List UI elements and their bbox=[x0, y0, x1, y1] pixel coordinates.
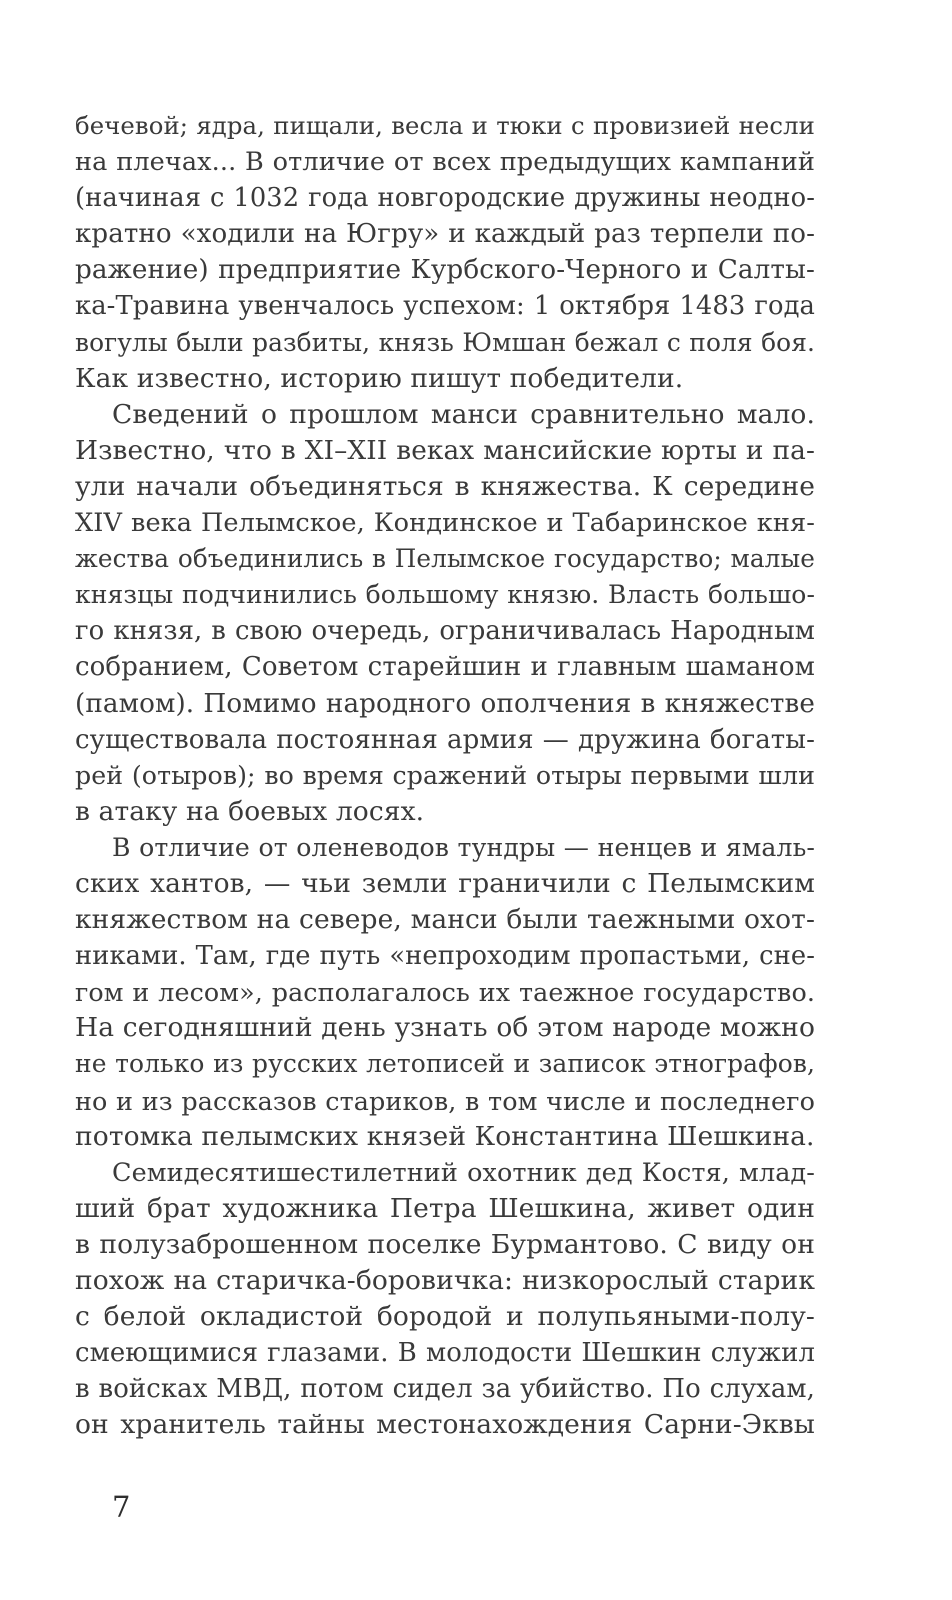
text-line: похож на старичка-боровичка: низкорослый старик bbox=[75, 1265, 815, 1296]
text-line: бечевой; ядра, пищали, весла и тюки с провизией несли bbox=[75, 111, 815, 140]
paragraph-4 bbox=[75, 1155, 815, 1444]
paragraph-2 bbox=[75, 397, 815, 830]
text-line: смеющимися глазами. В молодости Шешкин служил bbox=[75, 1338, 815, 1369]
text-line: гом и лесом», располагалось их таежное государство. bbox=[75, 977, 815, 1008]
text-line: XIV века Пелымское, Кондинское и Табаринское кня- bbox=[75, 508, 815, 539]
text-line: не только из русских летописей и записок этнографов, bbox=[75, 1049, 815, 1079]
text-line: Сведений о прошлом манси сравнительно мало. bbox=[112, 398, 815, 430]
page-number: 7 bbox=[112, 1490, 131, 1524]
text-line: (начиная с 1032 года новгородские дружины неодно- bbox=[75, 183, 815, 214]
text-line: Семидесятишестилетний охотник дед Костя, млад- bbox=[112, 1157, 815, 1188]
paragraph-3 bbox=[75, 830, 815, 1155]
text-line: в атаку на боевых лосях. bbox=[75, 795, 425, 827]
body-text bbox=[75, 108, 815, 1443]
text-line: ший брат художника Петра Шешкина, живет один bbox=[75, 1192, 815, 1224]
text-line: (памом). Помимо народного ополчения в княжестве bbox=[75, 688, 815, 719]
text-line: в войсках МВД, потом сидел за убийство. По слухам, bbox=[75, 1374, 815, 1405]
text-line: он хранитель тайны местонахождения Сарни-Эквы bbox=[75, 1409, 815, 1441]
text-line: го князя, в свою очередь, ограничивалась Народным bbox=[75, 616, 815, 647]
text-line: Известно, что в XI–XII веках мансийские юрты и па- bbox=[75, 435, 815, 466]
text-line: существовала постоянная армия — дружина богаты- bbox=[75, 724, 815, 755]
text-line: рей (отыров); во время сражений отыры первыми шли bbox=[75, 760, 815, 790]
text-line: потомка пелымских князей Константина Шешкина. bbox=[75, 1120, 815, 1152]
text-line: никами. Там, где путь «непроходим пропастьми, сне- bbox=[75, 941, 815, 972]
text-line: жества объединились в Пелымское государство; малые bbox=[75, 544, 815, 574]
text-line: собранием, Советом старейшин и главным шаманом bbox=[75, 652, 815, 683]
text-line: кратно «ходили на Югру» и каждый раз терпели по- bbox=[75, 219, 815, 250]
text-line: в полузаброшенном поселке Бурмантово. С виду он bbox=[75, 1228, 815, 1260]
text-line: вогулы были разбиты, князь Юмшан бежал с поля боя. bbox=[75, 327, 815, 357]
text-line: с белой окладистой бородой и полупьяными-полу- bbox=[75, 1301, 815, 1333]
text-line: но и из рассказов стариков, в том числе и последнего bbox=[75, 1085, 815, 1116]
text-line: ражение) предприятие Курбского-Черного и Салты- bbox=[75, 255, 815, 286]
text-line: княжеством на севере, манси были таежными охот- bbox=[75, 904, 815, 936]
text-line: на плечах... В отличие от всех предыдущих кампаний bbox=[75, 147, 815, 178]
paragraph-1 bbox=[75, 108, 815, 397]
text-line: князцы подчинились большому князю. Власть большо- bbox=[75, 580, 815, 610]
text-line: ули начали объединяться в княжества. К середине bbox=[75, 470, 815, 502]
text-line: На сегодняшний день узнать об этом народе можно bbox=[75, 1012, 815, 1044]
text-line: ских хантов, — чьи земли граничили с Пелымским bbox=[75, 867, 815, 899]
text-line: Как известно, историю пишут победители. bbox=[75, 362, 684, 394]
text-line: ка-Травина увенчалось успехом: 1 октября 1483 года bbox=[75, 291, 815, 322]
text-line: В отличие от оленеводов тундры — ненцев и ямаль- bbox=[112, 832, 815, 862]
